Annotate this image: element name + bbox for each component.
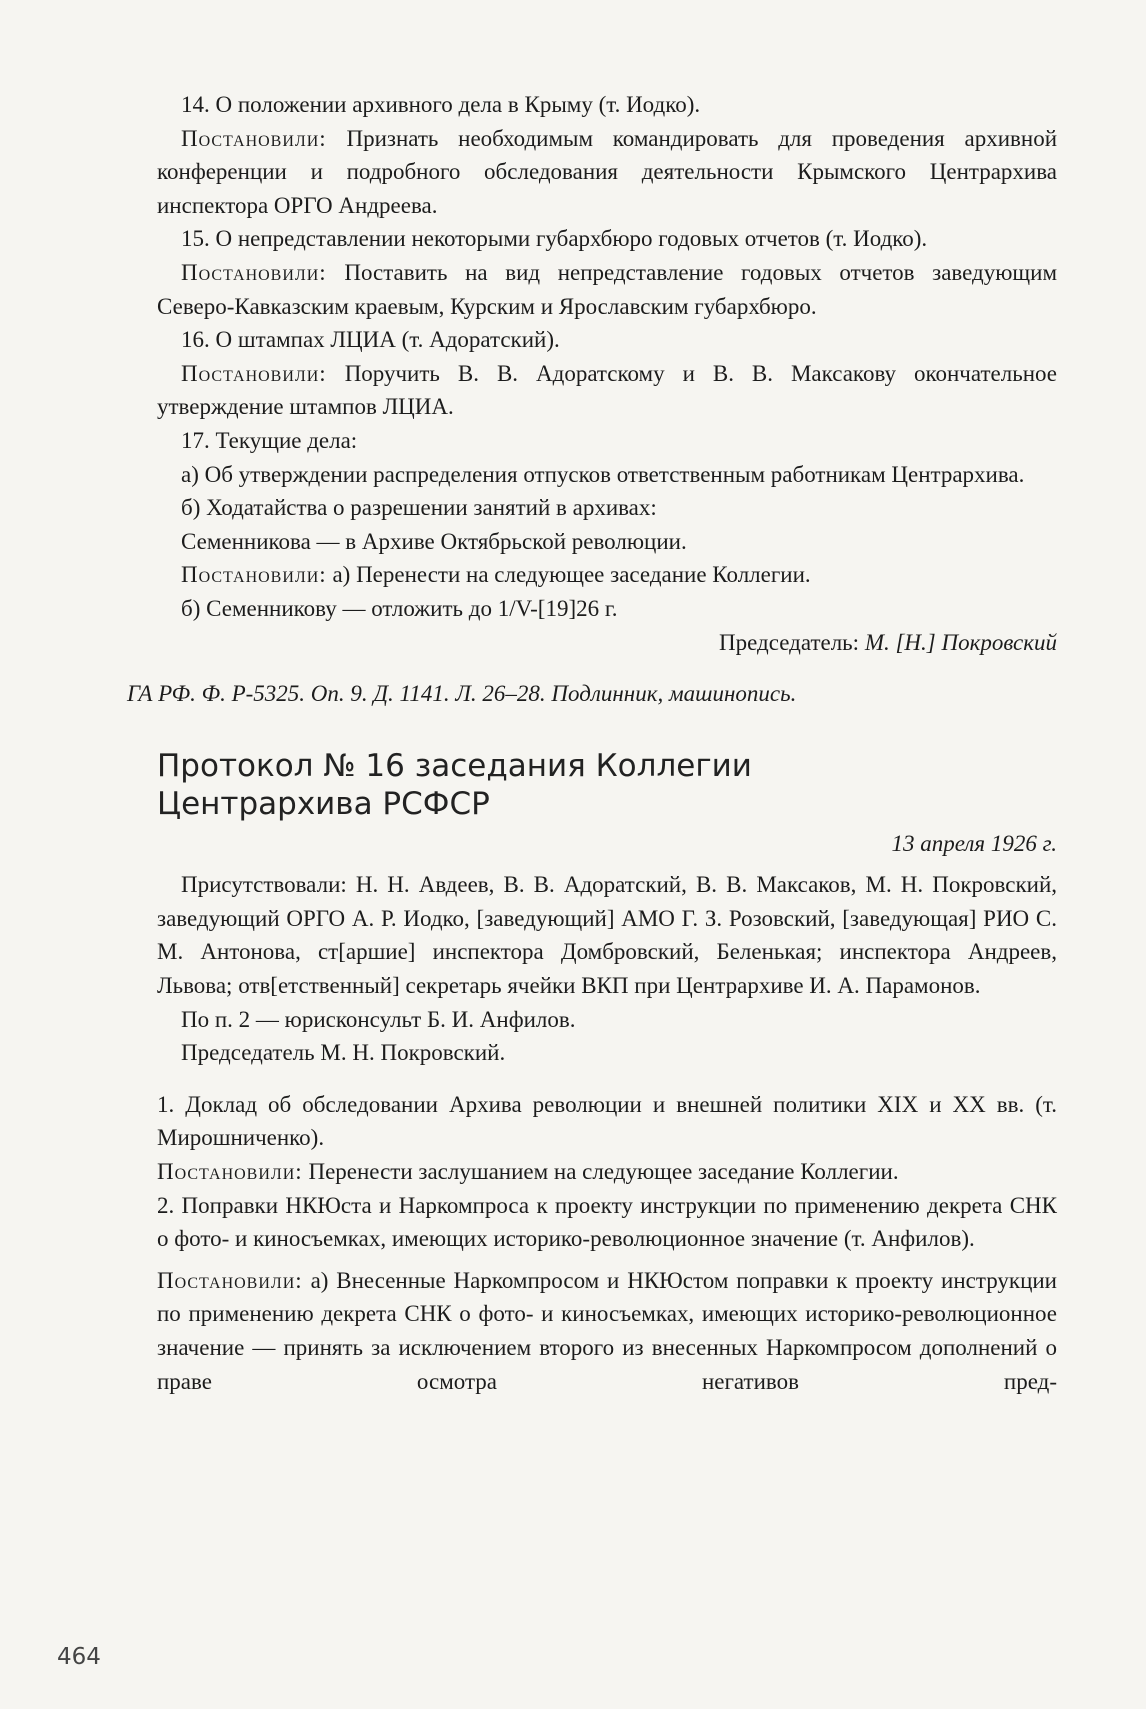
item-15: 15. О непредставлении некоторыми губархбюро годовых отчетов (т. Иодко). xyxy=(181,226,928,252)
resolved-label: Постановили: xyxy=(181,360,327,386)
protocol-title xyxy=(157,747,1057,823)
protocol-resolution-2-text: а) Внесенные Наркомпросом и НКЮстом поправки к проекту инструкции по применению декрета СНК о фото- и киносъемках, имеющих историко-революционное значение — принять за исключением второго из внесенных Наркомпросом дополнений о праве осмотра негативов пред- xyxy=(157,1267,1057,1394)
item-17: 17. Текущие дела: xyxy=(181,427,358,453)
attendee-item-2: По п. 2 — юрисконсульт Б. И. Анфилов. xyxy=(181,1006,576,1032)
attendees: Присутствовали: Н. Н. Авдеев, В. В. Адоратский, В. В. Максаков, М. Н. Покровский, заведующий ОРГО А. Р. Иодко, [заведующий] АМО Г. З. Розовский, [заведующая] РИО С. М. Антонова, ст[аршие] инспектора Домбровский, Беленькая; инспектора Андреев, Львова; отв[етственный] секретарь ячейки ВКП при Центрархиве И. А. Парамонов. xyxy=(157,872,1057,999)
protocol-resolution-2 xyxy=(157,1264,1057,1398)
protocol-resolution-1-text: Перенести заслушанием на следующее заседание Коллегии. xyxy=(308,1159,899,1185)
resolved-label: Постановили: xyxy=(181,125,327,151)
resolved-label: Постановили: xyxy=(181,562,327,588)
resolution-14 xyxy=(157,122,1057,223)
resolved-label: Постановили: xyxy=(181,259,327,285)
protocol-title-line2: Центрархива РСФСР xyxy=(157,785,490,822)
item-17a: а) Об утверждении распределения отпусков ответственным работникам Центрархива. xyxy=(181,461,1025,487)
resolution-15-text: Поставить на вид непредставление годовых отчетов заведующим Северо-Кавказским краевым, Курским и Ярославским губархбюро. xyxy=(157,259,1058,319)
resolution-16 xyxy=(157,357,1057,424)
page-number: 464 xyxy=(57,1644,101,1670)
item-17b: б) Ходатайства о разрешении занятий в архивах: xyxy=(181,495,657,521)
resolved-label: Постановили: xyxy=(157,1159,303,1185)
archive-source: ГА РФ. Ф. Р-5325. Оп. 9. Д. 1141. Л. 26–28. Подлинник, машинопись. xyxy=(127,681,797,707)
resolution-17a xyxy=(157,558,1057,592)
item-17b-line: Семенникова — в Архиве Октябрьской революции. xyxy=(181,528,687,554)
item-16: 16. О штампах ЛЦИА (т. Адоратский). xyxy=(181,327,560,353)
protocol-resolution-1 xyxy=(157,1155,1057,1189)
resolution-14-text: Признать необходимым командировать для проведения архивной конференции и подробного обследования деятельности Крымского Центрархива инспектора ОРГО Андреева. xyxy=(157,125,1057,218)
page-content xyxy=(127,88,1058,1398)
protocol-title-line1: Протокол № 16 заседания Коллегии xyxy=(157,747,752,784)
resolved-label: Постановили: xyxy=(157,1267,303,1293)
resolution-17b: б) Семенникову — отложить до 1/V-[19]26 г. xyxy=(181,595,618,621)
protocol-item-1: 1. Доклад об обследовании Архива революции и внешней политики XIX и XX вв. (т. Мирошниченко). xyxy=(157,1091,1057,1151)
protocol-chair: Председатель М. Н. Покровский. xyxy=(181,1040,506,1066)
chair-name: М. [Н.] Покровский xyxy=(864,629,1057,655)
resolution-17a-text: а) Перенести на следующее заседание Коллегии. xyxy=(332,562,811,588)
resolution-16-text: Поручить В. В. Адоратскому и В. В. Максакову окончательное утверждение штампов ЛЦИА. xyxy=(157,360,1058,420)
protocol-date: 13 апреля 1926 г. xyxy=(891,830,1057,856)
protocol-item-2: 2. Поправки НКЮста и Наркомпроса к проекту инструкции по применению декрета СНК о фото- и киносъемках, имеющих историко-революционное значение (т. Анфилов). xyxy=(157,1192,1057,1252)
resolution-15 xyxy=(157,256,1057,323)
chair-label: Председатель: xyxy=(719,629,860,655)
item-14: 14. О положении архивного дела в Крыму (т. Иодко). xyxy=(181,92,701,117)
chair-signature xyxy=(157,626,1057,660)
